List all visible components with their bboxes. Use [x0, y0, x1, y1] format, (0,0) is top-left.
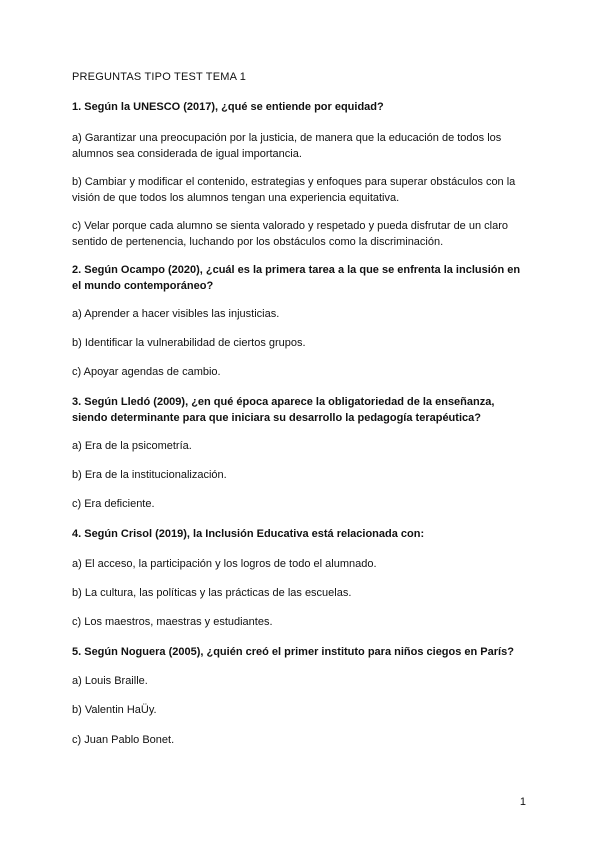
question-5-option-c: c) Juan Pablo Bonet.	[72, 734, 175, 746]
question-3-option-c: c) Era deficiente.	[72, 498, 155, 510]
question-5: 5. Según Noguera (2005), ¿quién creó el primer instituto para niños ciegos en París?	[72, 646, 514, 658]
question-1: 1. Según la UNESCO (2017), ¿qué se entiende por equidad?	[72, 101, 384, 113]
question-4: 4. Según Crisol (2019), la Inclusión Educativa está relacionada con:	[72, 528, 425, 540]
question-4-option-b: b) La cultura, las políticas y las prácticas de las escuelas.	[72, 587, 352, 599]
question-3-option-b: b) Era de la institucionalización.	[72, 469, 227, 481]
question-1-option-b: b) Cambiar y modificar el contenido, estrategias y enfoques para superar obstáculos con la visión de que todos los alumnos tengan una experiencia equitativa.	[72, 176, 516, 204]
question-1-option-c: c) Velar porque cada alumno se sienta valorado y respetado y pueda disfrutar de un claro sentido de pertenencia, luchando por los obstáculos como la discriminación.	[72, 220, 508, 248]
question-3: 3. Según Lledó (2009), ¿en qué época aparece la obligatoriedad de la enseñanza, siendo determinante para que iniciara su desarrollo la pedagogía terapéutica?	[72, 396, 495, 424]
question-1-option-a: a) Garantizar una preocupación por la justicia, de manera que la educación de todos los alumnos sea considerada de igual importancia.	[72, 132, 502, 160]
question-2-option-a: a) Aprender a hacer visibles las injusticias.	[72, 308, 280, 320]
question-2: 2. Según Ocampo (2020), ¿cuál es la primera tarea a la que se enfrenta la inclusión en el mundo contemporáneo?	[72, 264, 521, 292]
question-5-option-a: a) Louis Braille.	[72, 675, 148, 687]
page-number: 1	[519, 796, 526, 808]
question-2-option-c: c) Apoyar agendas de cambio.	[72, 366, 221, 378]
question-4-option-c: c) Los maestros, maestras y estudiantes.	[72, 616, 273, 628]
question-5-option-b: b) Valentin HaÜy.	[72, 704, 157, 716]
question-4-option-a: a) El acceso, la participación y los logros de todo el alumnado.	[72, 558, 377, 570]
question-3-option-a: a) Era de la psicometría.	[72, 440, 192, 452]
document-title: PREGUNTAS TIPO TEST TEMA 1	[72, 71, 247, 83]
question-2-option-b: b) Identificar la vulnerabilidad de ciertos grupos.	[72, 337, 306, 349]
